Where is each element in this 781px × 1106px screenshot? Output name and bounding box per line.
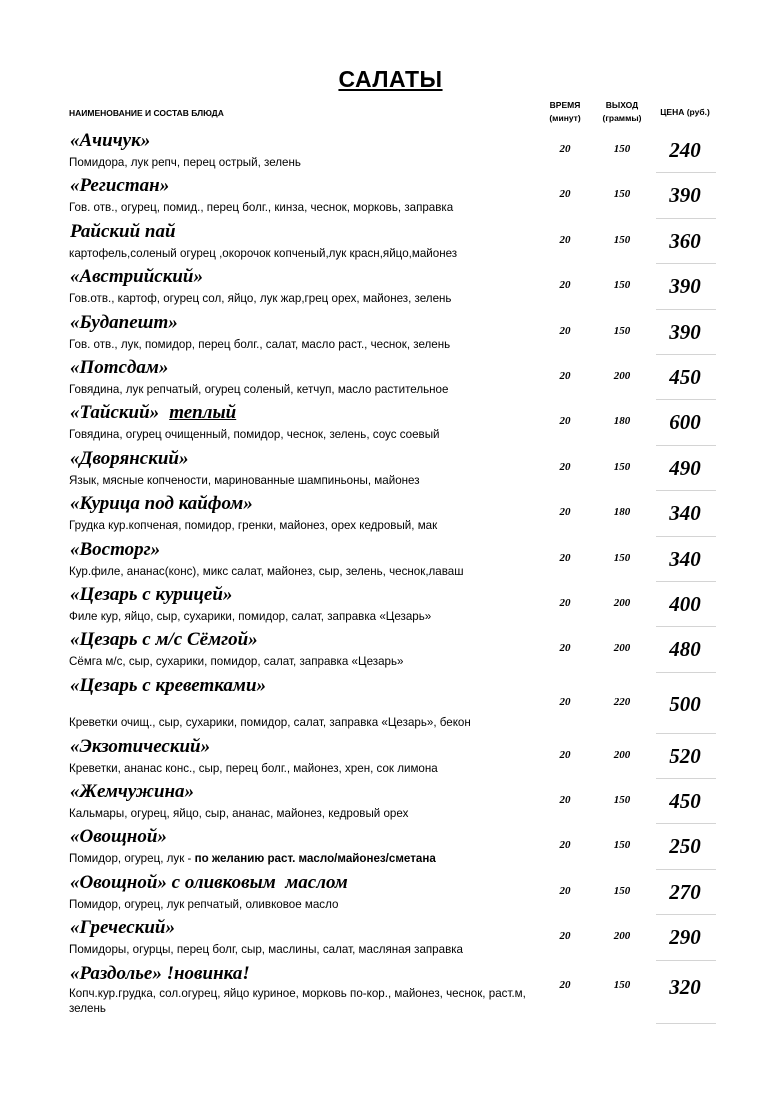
dish-name: «Овощной» с оливковым маслом — [70, 871, 348, 893]
dish-description: Помидора, лук репч, перец острый, зелень — [69, 156, 301, 169]
dish-time: 20 — [559, 884, 571, 897]
column-header-yield-label: ВЫХОД — [605, 100, 639, 110]
dish-yield: 200 — [613, 369, 631, 382]
dish-description: Язык, мясные копчености, маринованные шампиньоны, майонез — [69, 473, 420, 487]
dish-description: картофель,соленый огурец ,окорочок копченый,лук красн,яйцо,майонез — [69, 246, 458, 260]
dish-name: Райский пай — [70, 220, 176, 242]
menu-item — [0, 128, 781, 173]
menu-list — [0, 128, 781, 1024]
dish-price: 490 — [669, 455, 701, 480]
dish-name-main: «Тайский» — [70, 402, 160, 424]
dish-price: 480 — [669, 637, 701, 662]
menu-item — [0, 400, 781, 445]
dish-price: 340 — [669, 546, 701, 571]
price-divider — [656, 1023, 716, 1024]
dish-price: 520 — [669, 743, 701, 768]
dish-description-options: по желанию раст. масло/майонез/сметана — [194, 852, 436, 866]
column-header-time-label: ВРЕМЯ — [549, 100, 581, 110]
dish-yield: 150 — [613, 551, 631, 564]
dish-yield: 220 — [613, 695, 631, 708]
dish-time: 20 — [559, 642, 571, 655]
dish-price: 360 — [669, 228, 701, 253]
page-title: САЛАТЫ — [338, 66, 443, 92]
dish-name: «Раздолье» !новинка! — [70, 962, 250, 984]
dish-price: 240 — [669, 138, 701, 162]
menu-item — [0, 824, 781, 869]
dish-name: «Дворянский» — [70, 447, 189, 469]
dish-yield: 200 — [613, 748, 631, 761]
dish-name — [70, 402, 236, 424]
dish-time: 20 — [559, 279, 571, 292]
dish-price: 340 — [669, 501, 701, 526]
dish-price: 600 — [669, 410, 701, 435]
dish-description: Говядина, лук репчатый, огурец соленый, кетчуп, масло растительное — [69, 382, 449, 396]
dish-name: «Цезарь с курицей» — [70, 583, 233, 605]
dish-yield: 150 — [613, 188, 631, 201]
dish-price: 290 — [669, 925, 701, 950]
column-header-time — [542, 99, 588, 125]
dish-time: 20 — [559, 369, 571, 382]
dish-name: «Греческий» — [70, 917, 175, 939]
dish-time: 20 — [559, 596, 571, 609]
dish-description-text: Помидор, огурец, лук - — [69, 852, 195, 866]
dish-description: Говядина, огурец очищенный, помидор, чеснок, зелень, соус соевый — [69, 428, 440, 442]
dish-name: «Восторг» — [70, 538, 161, 560]
dish-price: 450 — [669, 789, 701, 814]
dish-time: 20 — [559, 415, 571, 428]
dish-name: «Регистан» — [70, 175, 170, 197]
menu-item — [0, 446, 781, 491]
menu-item — [0, 734, 781, 779]
dish-time: 20 — [559, 233, 571, 246]
dish-name: «Австрийский» — [70, 266, 203, 288]
dish-price: 500 — [669, 691, 701, 716]
dish-time: 20 — [559, 978, 571, 991]
menu-item — [0, 961, 781, 1024]
dish-description: Кур.филе, ананас(конс), микс салат, майонез, сыр, зелень, чеснок,лаваш — [69, 564, 464, 578]
dish-description: Помидоры, огурцы, перец болг, сыр, маслины, салат, масляная заправка — [69, 943, 464, 957]
dish-name: «Ачичук» — [70, 130, 151, 151]
dish-yield: 150 — [613, 324, 631, 337]
dish-name-note: теплый — [169, 402, 237, 424]
dish-yield: 150 — [613, 460, 631, 473]
column-header-price: ЦЕНА (руб.) — [660, 107, 710, 117]
dish-price: 390 — [669, 183, 701, 208]
dish-yield: 150 — [613, 839, 631, 852]
dish-price: 390 — [669, 274, 701, 299]
dish-yield: 150 — [613, 884, 631, 897]
dish-description — [69, 851, 436, 866]
dish-price: 400 — [669, 591, 701, 616]
dish-description: Креветки очищ., сыр, сухарики, помидор, салат, заправка «Цезарь», бекон — [69, 715, 471, 729]
dish-time: 20 — [559, 506, 571, 519]
column-header-yield — [596, 99, 648, 125]
dish-yield: 150 — [613, 279, 631, 292]
dish-time: 20 — [559, 324, 571, 337]
dish-description: Копч.кур.грудка, сол.огурец, яйцо куриное, морковь по-кор., майонез, чеснок, раст.м, зелень — [69, 986, 526, 1015]
dish-time: 20 — [559, 460, 571, 473]
menu-item — [0, 537, 781, 582]
dish-name: «Цезарь с креветками» — [70, 674, 267, 696]
dish-time: 20 — [559, 794, 571, 807]
dish-price: 320 — [669, 974, 701, 999]
dish-price: 270 — [669, 879, 701, 904]
dish-name: «Овощной» — [70, 826, 167, 848]
menu-item — [0, 915, 781, 960]
dish-time: 20 — [559, 188, 571, 201]
dish-time: 20 — [559, 551, 571, 564]
menu-item — [0, 173, 781, 218]
dish-time: 20 — [559, 930, 571, 943]
dish-yield: 150 — [613, 233, 631, 246]
dish-name: «Экзотический» — [70, 735, 211, 757]
menu-item — [0, 491, 781, 536]
column-header-name: НАИМЕНОВАНИЕ И СОСТАВ БЛЮДА — [69, 108, 224, 118]
dish-description: Гов.отв., картоф, огурец сол, яйцо, лук жар,грец орех, майонез, зелень — [69, 292, 452, 306]
dish-yield: 150 — [613, 143, 631, 155]
dish-name: «Жемчужина» — [70, 781, 195, 803]
dish-price: 450 — [669, 364, 701, 389]
dish-description: Гов. отв., лук, помидор, перец болг., салат, масло раст., чеснок, зелень — [69, 337, 451, 351]
dish-yield: 200 — [613, 642, 631, 655]
menu-item — [0, 219, 781, 264]
dish-price: 250 — [669, 834, 701, 859]
dish-price: 390 — [669, 319, 701, 344]
menu-item — [0, 264, 781, 309]
dish-time: 20 — [559, 143, 571, 155]
menu-item — [0, 310, 781, 355]
menu-item — [0, 627, 781, 672]
dish-description: Гов. отв., огурец, помид., перец болг., кинза, чеснок, морковь, заправка — [69, 201, 454, 215]
menu-item — [0, 673, 781, 734]
dish-description: Филе кур, яйцо, сыр, сухарики, помидор, салат, заправка «Цезарь» — [69, 609, 432, 623]
dish-time: 20 — [559, 839, 571, 852]
dish-time: 20 — [559, 748, 571, 761]
menu-item — [0, 355, 781, 400]
dish-yield: 150 — [613, 794, 631, 807]
dish-yield: 180 — [613, 506, 631, 519]
dish-name: «Потсдам» — [70, 356, 169, 378]
dish-yield: 180 — [613, 415, 631, 428]
dish-yield: 200 — [613, 596, 631, 609]
dish-name: «Цезарь с м/с Сёмгой» — [70, 629, 258, 651]
menu-item — [0, 870, 781, 915]
dish-name: «Будапешт» — [70, 311, 178, 333]
dish-time: 20 — [559, 695, 571, 708]
column-header-yield-unit: (граммы) — [602, 113, 642, 123]
dish-name: «Курица под кайфом» — [70, 493, 253, 515]
menu-item — [0, 582, 781, 627]
menu-item — [0, 779, 781, 824]
column-header-time-unit: (минут) — [549, 113, 581, 123]
dish-description: Кальмары, огурец, яйцо, сыр, ананас, майонез, кедровый орех — [69, 807, 409, 821]
dish-description: Помидор, огурец, лук репчатый, оливковое масло — [69, 897, 339, 911]
dish-yield: 150 — [613, 978, 631, 991]
dish-description: Креветки, ананас конс., сыр, перец болг., майонез, хрен, сок лимона — [69, 761, 438, 775]
dish-yield: 200 — [613, 930, 631, 943]
dish-description: Сёмга м/с, сыр, сухарики, помидор, салат, заправка «Цезарь» — [69, 655, 404, 669]
dish-description: Грудка кур.копченая, помидор, гренки, майонез, орех кедровый, мак — [69, 519, 438, 533]
